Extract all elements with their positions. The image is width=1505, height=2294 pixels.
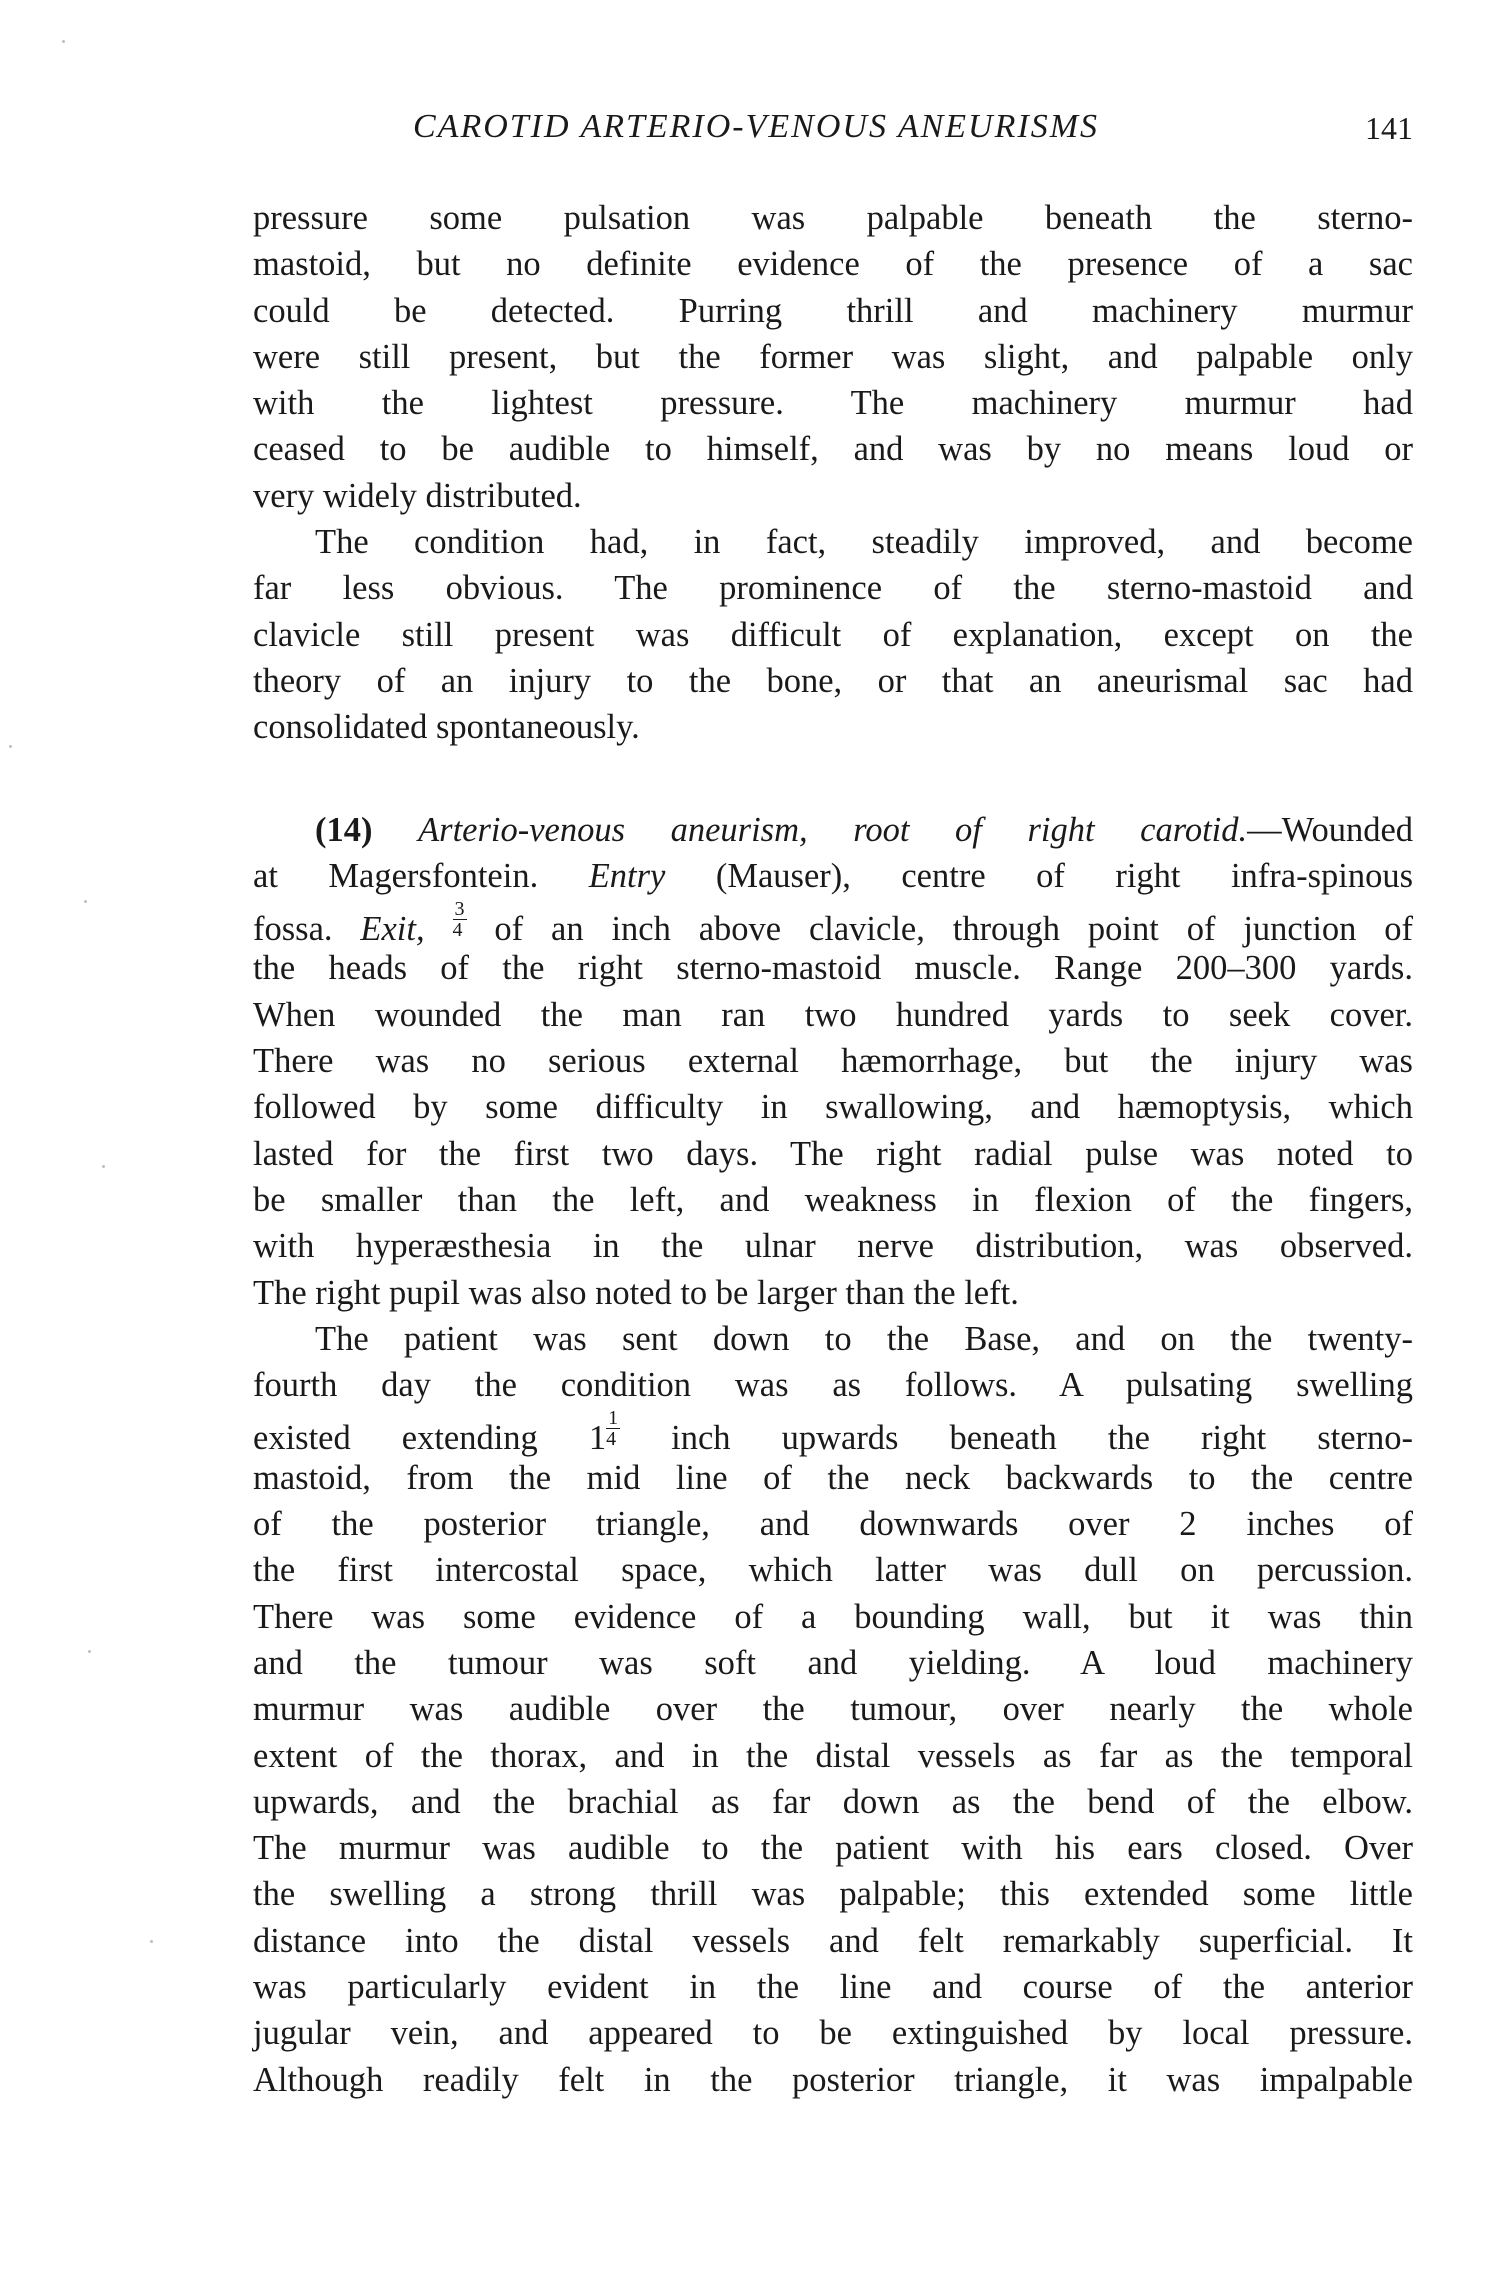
text-line: be smaller than the left, and weakness in flexion of the fingers,	[253, 1180, 1413, 1219]
text-line: theory of an injury to the bone, or that an aneurismal sac had	[253, 661, 1413, 700]
running-title: CAROTID ARTERIO-VENOUS ANEURISMS	[413, 108, 1100, 145]
text-segment: of an inch above clavicle, through point of junction of	[494, 910, 1414, 949]
text-line: There was some evidence of a bounding wall, but it was thin	[253, 1597, 1413, 1636]
text-line: The right pupil was also noted to be larger than the left.	[253, 1273, 1019, 1312]
text-line: consolidated spontaneously.	[253, 708, 640, 747]
text-line: of the posterior triangle, and downwards over 2 inches of	[253, 1505, 1413, 1544]
text-line: was particularly evident in the line and course of the anterior	[253, 1967, 1413, 2006]
exit-label: Exit,	[360, 910, 425, 949]
body-text	[253, 195, 1413, 2103]
text-line: mastoid, but no definite evidence of the presence of a sac	[253, 245, 1413, 284]
text-segment: fossa.	[253, 910, 333, 949]
text-segment: at Magersfontein.	[253, 856, 539, 895]
text-line	[253, 898, 1414, 949]
text-line: far less obvious. The prominence of the sterno-mastoid and	[253, 569, 1413, 608]
text-line: the heads of the right sterno-mastoid muscle. Range 200–300 yards.	[253, 949, 1413, 988]
text-line: pressure some pulsation was palpable beneath the sterno-	[253, 199, 1413, 237]
fraction-three-quarters: $\frac{3}{4}$	[452, 898, 465, 942]
scan-speck	[84, 900, 87, 903]
scan-speck	[150, 1940, 153, 1943]
text-line: with hyperæsthesia in the ulnar nerve distribution, was observed.	[253, 1227, 1413, 1266]
scan-speck	[9, 745, 12, 748]
text-line: clavicle still present was difficult of explanation, except on the	[253, 615, 1413, 654]
text-line: with the lightest pressure. The machinery murmur had	[253, 384, 1413, 423]
text-line: When wounded the man ran two hundred yards to seek cover.	[253, 995, 1413, 1034]
mixed-number: 1 $\frac{1}{4}$	[588, 1407, 619, 1458]
text-line	[253, 1407, 1414, 1458]
text-line: murmur was audible over the tumour, over nearly the whole	[253, 1690, 1413, 1729]
case-title-suffix: —Wounded	[1247, 810, 1414, 849]
text-line: the first intercostal space, which latter was dull on percussion.	[253, 1551, 1413, 1590]
text-line: The patient was sent down to the Base, and on the twenty-	[315, 1319, 1413, 1358]
text-line: The murmur was audible to the patient with his ears closed. Over	[253, 1829, 1413, 1868]
case-heading-line	[253, 807, 1413, 853]
text-line: mastoid, from the mid line of the neck backwards to the centre	[253, 1458, 1413, 1497]
page-number: 141	[1365, 110, 1413, 146]
text-line: Although readily felt in the posterior triangle, it was impalpable	[253, 2060, 1413, 2099]
text-line: could be detected. Purring thrill and machinery murmur	[253, 291, 1413, 330]
text-line: ceased to be audible to himself, and was by no means loud or	[253, 430, 1413, 469]
text-segment: (Mauser), centre of right infra-spinous	[715, 856, 1414, 895]
fraction-one-quarter: $\frac{1}{4}$	[606, 1407, 619, 1451]
text-segment: inch upwards beneath the right sterno-	[671, 1419, 1414, 1458]
scan-speck	[62, 40, 65, 43]
text-line: the swelling a strong thrill was palpable; this extended some little	[253, 1875, 1413, 1914]
text-line: distance into the distal vessels and felt remarkably superficial. It	[253, 1921, 1413, 1960]
text-line: very widely distributed.	[253, 476, 582, 515]
page-header	[253, 108, 1413, 152]
scan-speck	[88, 1650, 91, 1653]
text-line	[253, 853, 1413, 899]
text-line: extent of the thorax, and in the distal vessels as far as the temporal	[253, 1736, 1413, 1775]
text-line: There was no serious external hæmorrhage, but the injury was	[253, 1042, 1413, 1081]
scan-speck	[102, 1165, 105, 1168]
entry-label: Entry	[588, 856, 666, 895]
text-line: upwards, and the brachial as far down as the bend of the elbow.	[253, 1782, 1413, 1821]
case-number: (14)	[315, 810, 373, 849]
text-line: were still present, but the former was slight, and palpable only	[253, 337, 1413, 376]
section-gap	[253, 751, 1413, 807]
text-line: fourth day the condition was as follows. A pulsating swelling	[253, 1366, 1413, 1405]
text-line: and the tumour was soft and yielding. A loud machinery	[253, 1643, 1413, 1682]
text-line: The condition had, in fact, steadily improved, and become	[315, 523, 1413, 562]
text-segment: existed extending	[253, 1419, 538, 1458]
text-line: jugular vein, and appeared to be extinguished by local pressure.	[253, 2014, 1413, 2053]
text-line: followed by some difficulty in swallowing, and hæmoptysis, which	[253, 1088, 1413, 1127]
text-line: lasted for the first two days. The right radial pulse was noted to	[253, 1134, 1413, 1173]
case-title: Arterio-venous aneurism, root of right carotid.	[418, 810, 1248, 849]
